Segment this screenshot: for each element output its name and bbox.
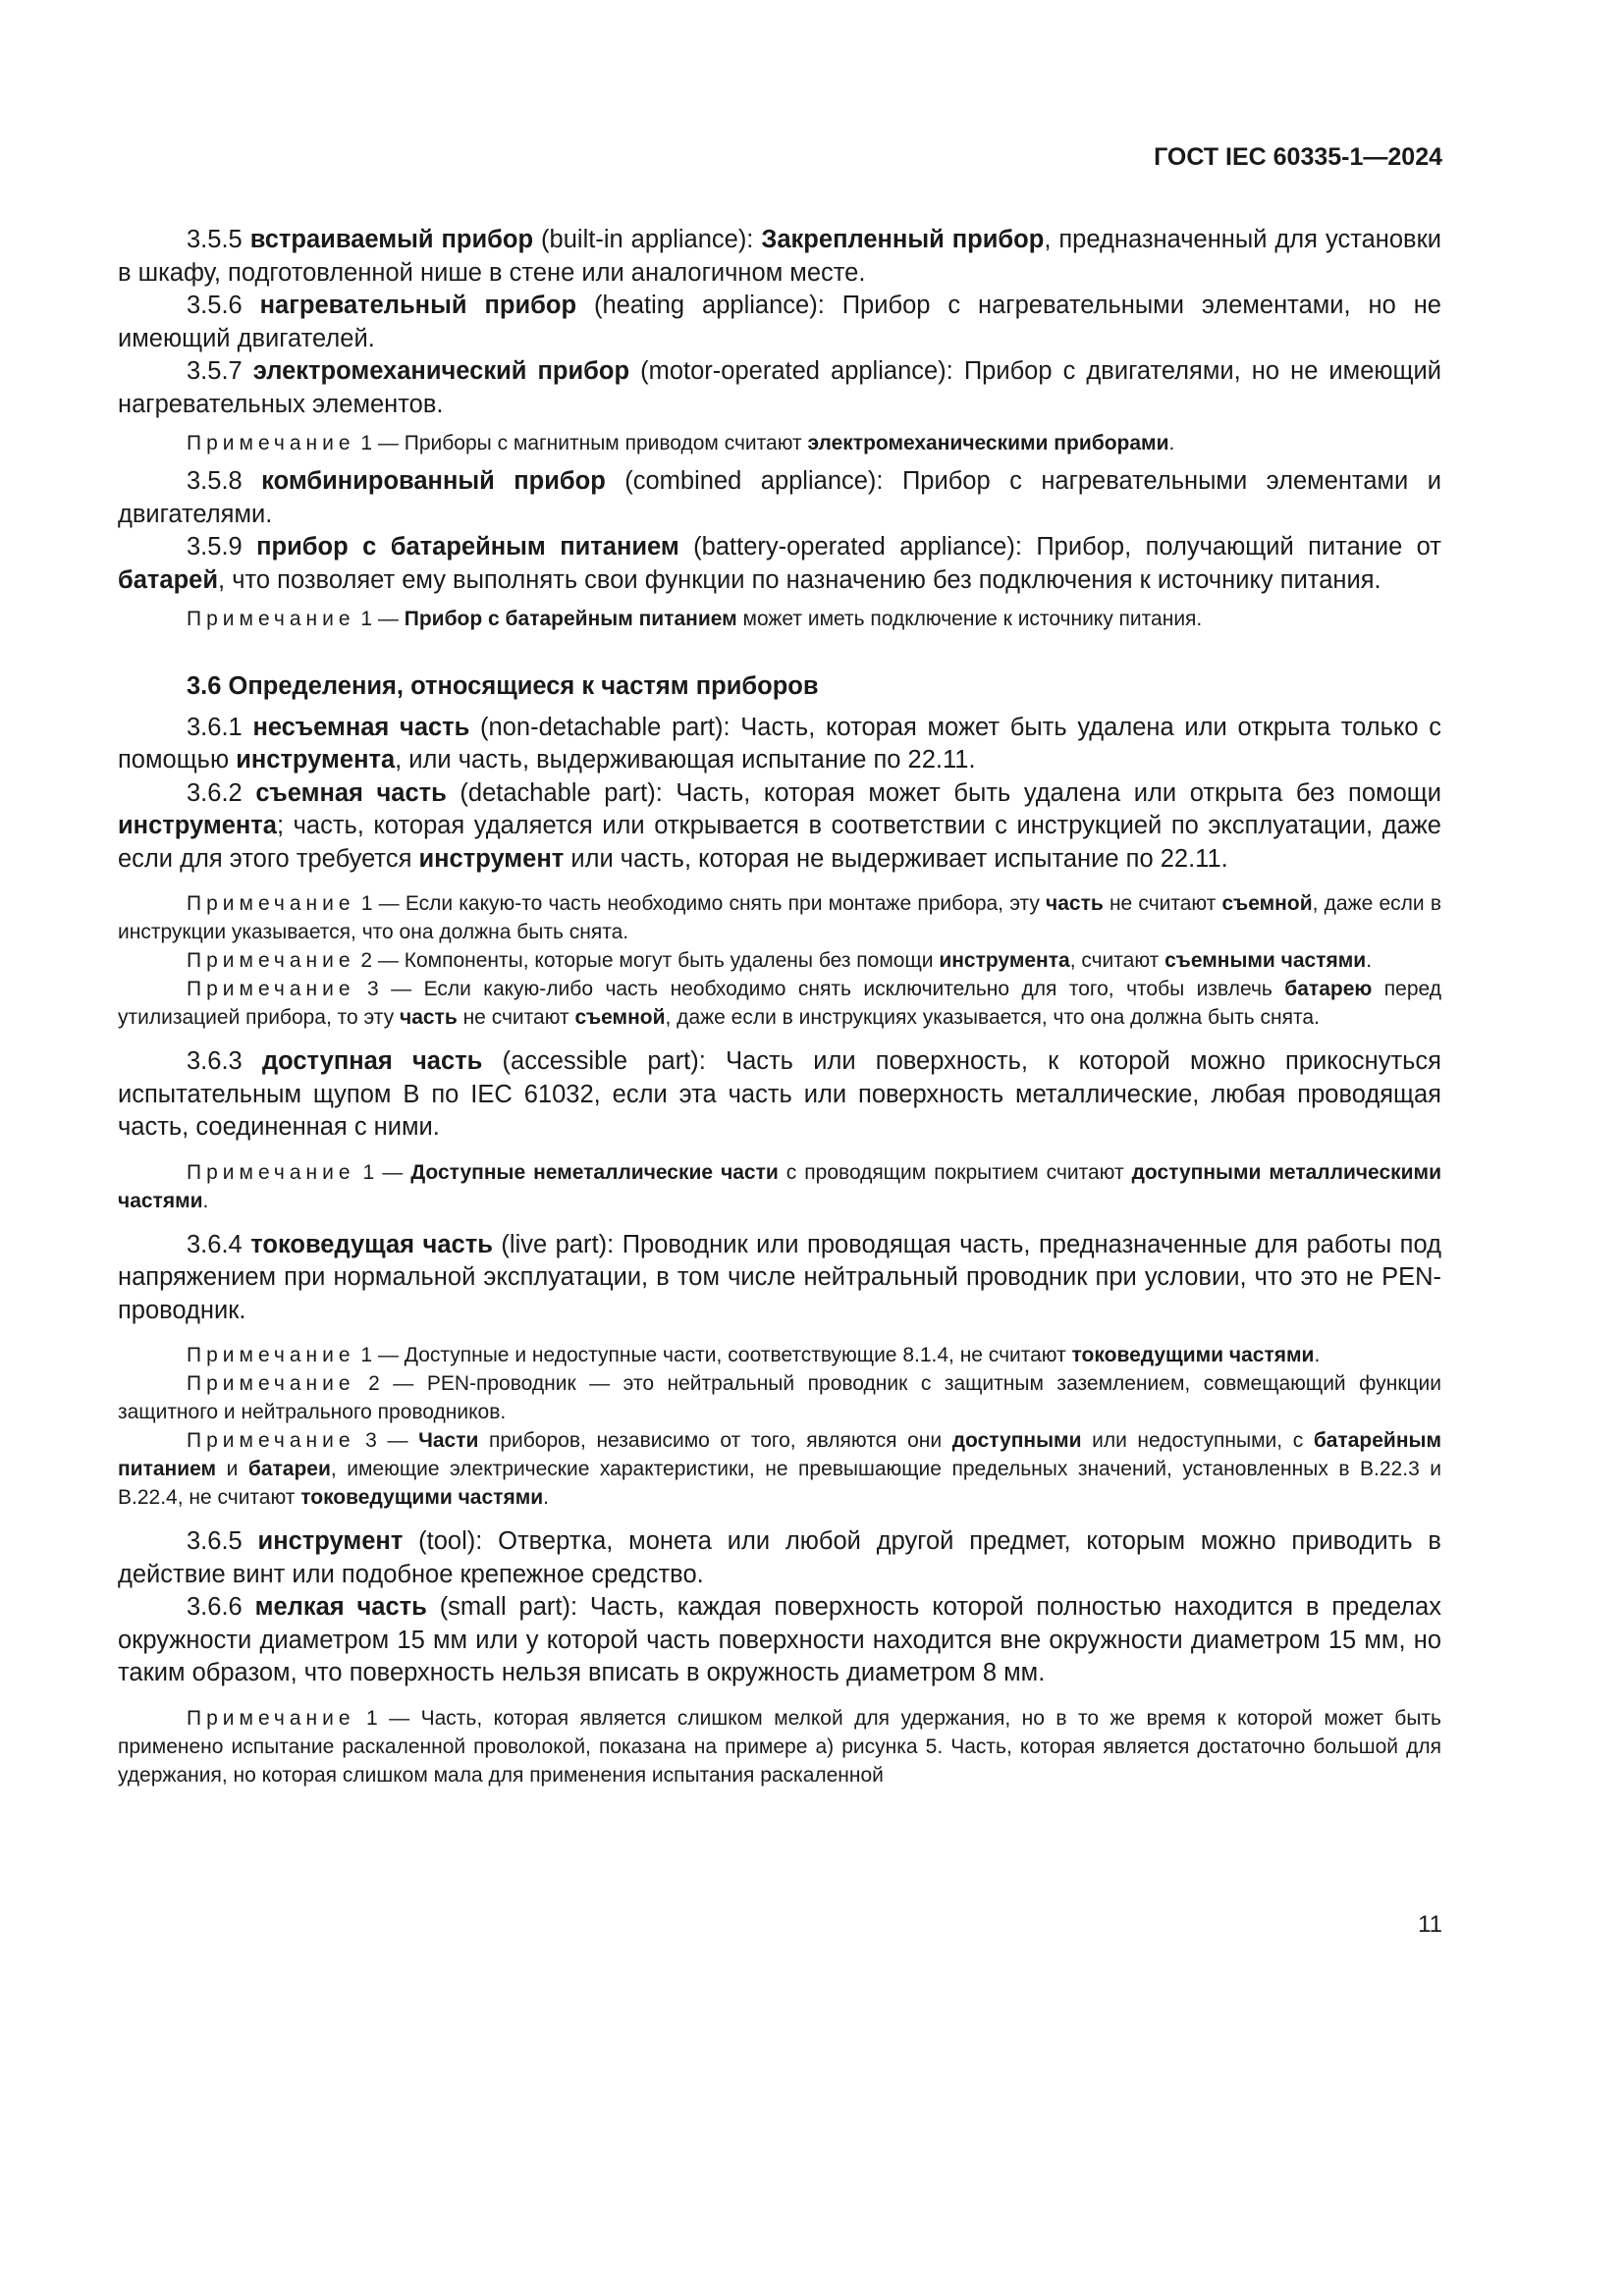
definition-text: или часть, которая не выдерживает испытание по 22.11.	[564, 844, 1228, 873]
definition-text: , предназначенный для установки в шкафу, подготовленной нише в стене или аналогичном месте.	[118, 226, 1441, 287]
definition-3-6-4	[118, 1229, 1441, 1328]
clause-number: 3.6.2	[187, 778, 256, 807]
term: токоведущая часть	[250, 1230, 493, 1258]
note-text: 2 — PEN-проводник — это нейтральный проводник с защитным заземлением, совмещающий функции защитного и нейтрального проводников.	[118, 1372, 1441, 1423]
note-text: не считают	[1103, 892, 1222, 915]
note-term: доступными металлическими частями	[118, 1160, 1442, 1212]
note-text: 3 — Если какую-либо часть необходимо снять исключительно для того, чтобы извлечь	[354, 978, 1285, 1000]
definition-3-5-8	[118, 465, 1441, 531]
definition-3-6-5	[118, 1525, 1441, 1591]
note-text: , имеющие электрические характеристики, не превышающие предельных значений, установленных в В.22.3 и В.22.4, не считают	[118, 1458, 1441, 1509]
note-term: батарейным питанием	[118, 1429, 1441, 1480]
definition-text: (battery-operated appliance): Прибор, получающий питание от	[678, 533, 1441, 561]
note-term: токоведущими частями	[300, 1486, 544, 1509]
note-label: Примечание	[187, 949, 355, 972]
note-term: часть	[1046, 892, 1104, 915]
note-term: инструмента	[939, 949, 1070, 972]
note-3-5-7	[118, 429, 1441, 457]
note-term: батареи	[247, 1458, 331, 1480]
term-reference: Закрепленный прибор	[761, 226, 1045, 253]
clause-number: 3.6.1	[187, 713, 253, 741]
term: электромеханический прибор	[252, 357, 630, 385]
term: мелкая часть	[254, 1593, 427, 1621]
definition-3-5-6	[118, 290, 1441, 355]
note-3-3-6-2	[118, 975, 1441, 1032]
definition-3-6-1	[118, 712, 1441, 777]
term-reference: инструмент	[418, 844, 565, 873]
term-reference: инструмента	[236, 746, 396, 774]
definition-text: , что позволяет ему выполнять свои функции по назначению без подключения к источнику питания.	[218, 565, 1381, 594]
note-term: Доступные неметаллические части	[410, 1160, 779, 1184]
definition-3-6-2	[118, 777, 1441, 877]
note-text: или недоступными, с	[1081, 1429, 1314, 1452]
term: инструмент	[257, 1527, 404, 1555]
definition-text: (heating appliance): Прибор с нагревательными элементами, но не имеющий двигателей.	[118, 292, 1441, 352]
definition-text: (tool): Отвертка, монета или любой другой предмет, которым можно приводить в действие винт или подобное крепежное средство.	[118, 1527, 1441, 1588]
definition-text: ; часть, которая удаляется или открывается в соответствии с инструкцией по эксплуатации, даже если для этого требуется	[118, 812, 1441, 873]
note-text: 1 — Приборы с магнитным приводом считают	[354, 432, 808, 454]
note-3-6-6	[118, 1704, 1441, 1789]
note-3-3-6-4	[118, 1426, 1441, 1512]
term: встраиваемый прибор	[249, 226, 534, 253]
definition-text: (small part): Часть, каждая поверхность которой полностью находится в пределах окружности диаметром 15 мм или у которой часть поверхности находится вне окружности диаметром 15 мм, но таким образом, что поверхность нельзя вписать в окружность диаметром 8 мм.	[118, 1593, 1441, 1686]
note-text: может иметь подключение к источнику питания.	[736, 608, 1203, 630]
note-text: .	[1314, 1344, 1321, 1366]
note-text: , даже если в инструкциях указывается, что она должна быть снята.	[665, 1006, 1320, 1029]
note-text: .	[1168, 432, 1175, 454]
clause-number: 3.5.5	[187, 226, 250, 253]
note-text: 3 —	[354, 1429, 419, 1452]
note-text: , считают	[1069, 949, 1165, 972]
note-label: Примечание	[187, 892, 355, 915]
term: прибор с батарейным питанием	[256, 533, 679, 561]
note-text: и	[216, 1458, 248, 1480]
note-label: Примечание	[187, 432, 355, 454]
definition-text: , или часть, выдерживающая испытание по 22.11.	[395, 746, 976, 774]
note-3-6-3	[118, 1158, 1441, 1215]
definition-text: (detachable part): Часть, которая может быть удалена или открыта без помощи	[446, 778, 1441, 807]
document-id-header: ГОСТ IEC 60335-1—2024	[1154, 143, 1442, 171]
note-3-5-9	[118, 605, 1441, 633]
note-text: перед утилизацией прибора, то эту	[118, 978, 1441, 1029]
page-content	[118, 224, 1441, 1789]
note-term: съемной	[574, 1006, 666, 1029]
definition-3-6-3	[118, 1045, 1441, 1145]
note-text: 2 — Компоненты, которые могут быть удалены без помощи	[354, 949, 940, 972]
definition-3-5-7	[118, 355, 1441, 421]
clause-number: 3.5.6	[187, 292, 260, 319]
term: комбинированный прибор	[261, 467, 606, 495]
note-2-3-6-4	[118, 1369, 1441, 1426]
note-term: доступными	[951, 1429, 1082, 1452]
definition-text: (combined appliance): Прибор с нагревательными элементами и двигателями.	[118, 467, 1441, 528]
note-term: токоведущими частями	[1071, 1344, 1315, 1366]
definition-3-5-9	[118, 531, 1441, 597]
note-label: Примечание	[187, 1706, 355, 1730]
definition-text: (motor-operated appliance): Прибор с двигателями, но не имеющий нагревательных элементов.	[118, 357, 1441, 418]
definition-text: (accessible part): Часть или поверхность, к которой можно прикоснуться испытательным щупом B по IEC 61032, если эта часть или поверхность металлические, любая проводящая часть, соединенная с ними.	[118, 1047, 1441, 1141]
term-english: (built-in appliance):	[533, 226, 762, 253]
clause-number: 3.5.8	[187, 467, 262, 495]
note-label: Примечание	[187, 1344, 355, 1366]
definition-text: (live part): Проводник или проводящая часть, предназначенные для работы под напряжением при нормальной эксплуатации, в том числе нейтральный проводник при условии, что это не PEN-проводник.	[118, 1230, 1441, 1324]
note-text: 1 —	[354, 608, 405, 630]
note-1-3-6-4	[118, 1341, 1441, 1369]
note-text: .	[543, 1486, 549, 1509]
note-term: Прибор с батарейным питанием	[404, 608, 737, 630]
term: доступная часть	[261, 1047, 483, 1075]
note-text: 1 —	[354, 1160, 411, 1184]
note-label: Примечание	[187, 1429, 355, 1452]
clause-number: 3.5.7	[187, 357, 253, 385]
note-text: .	[1366, 949, 1373, 972]
note-term: съемными частями	[1164, 949, 1367, 972]
note-term: батарею	[1284, 978, 1373, 1000]
clause-number: 3.6.3	[187, 1047, 262, 1075]
note-label: Примечание	[187, 1372, 355, 1395]
note-text: приборов, независимо от того, являются они	[478, 1429, 952, 1452]
definition-3-5-5	[118, 224, 1441, 290]
definition-3-6-6	[118, 1591, 1441, 1690]
clause-number: 3.6.6	[187, 1593, 255, 1621]
term: нагревательный прибор	[259, 292, 577, 319]
note-term: электромеханическими приборами	[807, 432, 1169, 454]
note-1-3-6-2	[118, 889, 1441, 946]
note-label: Примечание	[187, 978, 355, 1000]
clause-number: 3.5.9	[187, 533, 257, 561]
note-label: Примечание	[187, 608, 355, 630]
term-reference: инструмента	[118, 812, 277, 839]
term: несъемная часть	[252, 713, 470, 741]
definition-text: (non-detachable part): Часть, которая может быть удалена или открыта только с помощью	[118, 713, 1441, 774]
clause-number: 3.6.4	[187, 1230, 251, 1258]
note-text: 1 — Доступные и недоступные части, соответствующие 8.1.4, не считают	[354, 1344, 1072, 1366]
term-reference: батарей	[118, 565, 219, 594]
note-label: Примечание	[187, 1160, 355, 1184]
note-text: 1 — Если какую-то часть необходимо снять при монтаже прибора, эту	[354, 892, 1047, 915]
note-text: не считают	[457, 1006, 575, 1029]
clause-number: 3.6.5	[187, 1527, 258, 1555]
note-text: .	[202, 1189, 209, 1212]
note-text: с проводящим покрытием считают	[778, 1160, 1132, 1184]
note-text: 1 — Часть, которая является слишком мелкой для удержания, но в то же время к которой может быть применено испытание раскаленной проволокой, показана на примере а) рисунка 5. Часть, которая является достаточно большой для удержания, но которая слишком мала для применения испытания раскаленной	[118, 1706, 1441, 1787]
note-text: , даже если в инструкции указывается, что она должна быть снята.	[118, 892, 1441, 943]
note-2-3-6-2	[118, 946, 1441, 975]
section-title-3-6: 3.6 Определения, относящиеся к частям приборов	[187, 672, 819, 700]
note-term: съемной	[1221, 892, 1313, 915]
note-term: Части	[418, 1429, 479, 1452]
note-term: часть	[400, 1006, 458, 1029]
page-number: 11	[1418, 1911, 1442, 1938]
term: съемная часть	[255, 778, 447, 807]
